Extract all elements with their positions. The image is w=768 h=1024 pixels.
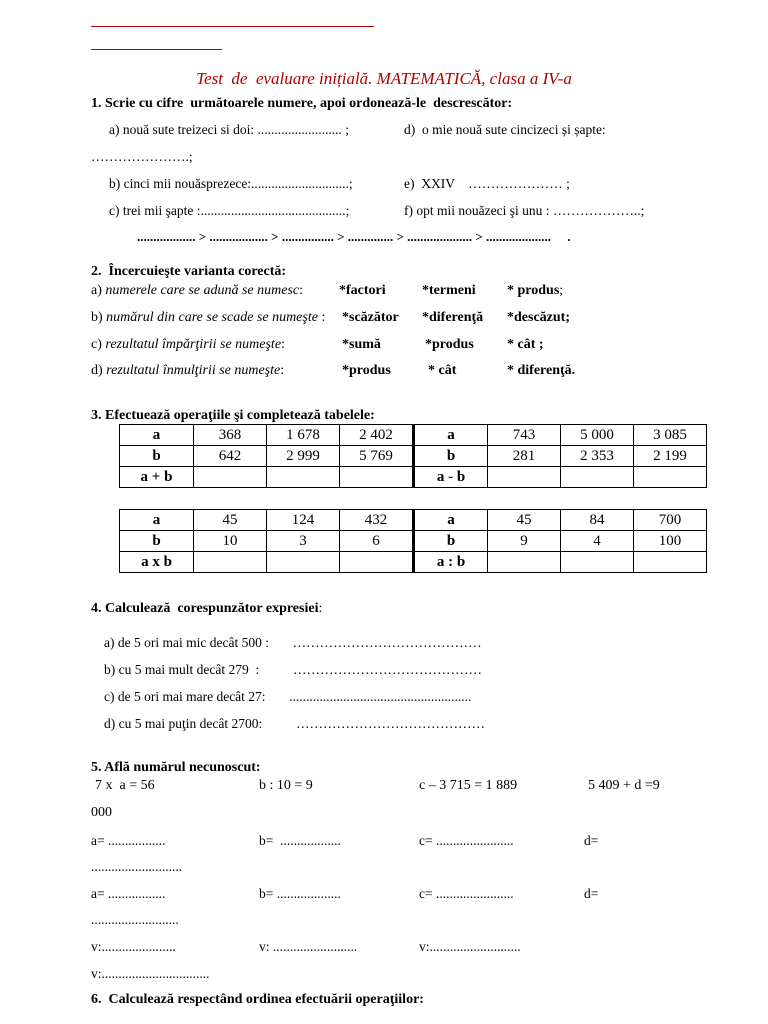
q2-row-b-opt2: *diferenţă <box>422 310 484 325</box>
q5-verify-a: v:...................... <box>91 939 176 954</box>
q2-row-d-label: d) rezultatul înmulţirii se numeşte: <box>91 363 285 378</box>
q2-row-c-opt3: * cât ; <box>507 337 544 352</box>
table-cell: b <box>414 446 488 467</box>
q1-item-f: f) opt mii nouăzeci şi unu : ………………..; <box>404 203 645 218</box>
q2-row-b-label: b) numărul din care se scade se numeşte : <box>91 310 326 325</box>
table-cell[interactable] <box>267 552 340 573</box>
table-cell: 3 <box>267 531 340 552</box>
table-cell: 1 678 <box>267 425 340 446</box>
q2-row-d-opt1: *produs <box>342 363 391 378</box>
name-line-2 <box>91 49 222 50</box>
table-cell[interactable] <box>194 552 267 573</box>
q1-item-d-cont: ………………….; <box>91 149 193 164</box>
table-cell: 3 085 <box>634 425 707 446</box>
table-cell: 2 353 <box>561 446 634 467</box>
q5-answer-c-2: c= ....................... <box>419 886 514 901</box>
table-cell[interactable] <box>634 552 707 573</box>
table-cell: 432 <box>340 510 414 531</box>
table-cell: 642 <box>194 446 267 467</box>
table-cell: 2 199 <box>634 446 707 467</box>
table-row <box>120 425 707 446</box>
q1-item-d: d) o mie nouă sute cincizeci și șapte: <box>404 122 606 137</box>
table-cell: 281 <box>488 446 561 467</box>
q5-answer-d-2-cont: .......................... <box>91 912 179 927</box>
table-cell: 45 <box>194 510 267 531</box>
table-cell: 9 <box>488 531 561 552</box>
table-cell: 2 999 <box>267 446 340 467</box>
table-row <box>120 552 707 573</box>
q6-heading: 6. Calculează respectând ordinea efectuării operaţiilor: <box>91 992 424 1007</box>
q4-heading: 4. Calculează corespunzător expresiei: <box>91 601 323 616</box>
table-cell[interactable] <box>634 467 707 488</box>
q5-equation-c: c – 3 715 = 1 889 <box>419 778 518 793</box>
q2-row-a-label: a) numerele care se adună se numesc: <box>91 283 304 298</box>
q3-table-1 <box>119 424 707 488</box>
table-cell: 124 <box>267 510 340 531</box>
table-cell[interactable] <box>488 552 561 573</box>
table-cell: 700 <box>634 510 707 531</box>
q2-row-d-opt3: * diferenţă. <box>507 363 576 378</box>
q5-answer-d-2: d= <box>584 886 599 901</box>
table-cell: 45 <box>488 510 561 531</box>
table-cell: 100 <box>634 531 707 552</box>
q5-verify-d: v:................................ <box>91 966 210 981</box>
q5-answer-c-1: c= ....................... <box>419 833 514 848</box>
table-cell[interactable] <box>488 467 561 488</box>
table-cell: 10 <box>194 531 267 552</box>
q2-heading: 2. Încercuieşte varianta corectă: <box>91 264 287 279</box>
q5-answer-d-1: d= <box>584 833 599 848</box>
q1-heading: 1. Scrie cu cifre următoarele numere, apoi ordonează-le descrescător: <box>91 96 513 111</box>
table-cell[interactable] <box>340 467 414 488</box>
q5-verify-c: v:........................... <box>419 939 521 954</box>
q2-row-d-opt2: * cât <box>428 363 457 378</box>
q5-answer-a-1: a= ................. <box>91 833 166 848</box>
q5-heading: 5. Află numărul necunoscut: <box>91 760 261 775</box>
q5-equation-b: b : 10 = 9 <box>259 778 313 793</box>
q4-item-d: d) cu 5 mai puţin decât 2700: …………………………………… <box>104 716 485 731</box>
table-cell: 5 769 <box>340 446 414 467</box>
table-row <box>120 510 707 531</box>
q1-item-e: e) XXIV ………………… ; <box>404 176 570 191</box>
q2-row-b-opt1: *scăzător <box>342 310 399 325</box>
table-cell: b <box>120 531 194 552</box>
table-cell[interactable] <box>561 552 634 573</box>
q2-row-a-opt1: *factori <box>339 283 386 298</box>
q1-item-c: c) trei mii şapte :...........................................; <box>109 203 350 218</box>
table-cell: a <box>120 425 194 446</box>
name-line-1 <box>91 26 374 27</box>
q4-item-a: a) de 5 ori mai mic decât 500 : …………………………………… <box>104 635 482 650</box>
table-cell: a : b <box>414 552 488 573</box>
table-cell: 84 <box>561 510 634 531</box>
q5-answer-a-2: a= ................. <box>91 886 166 901</box>
q2-row-c-opt1: *sumă <box>342 337 381 352</box>
q5-equation-a: 7 x a = 56 <box>95 778 155 793</box>
q5-equation-d: 5 409 + d =9 <box>588 778 660 793</box>
table-cell: 2 402 <box>340 425 414 446</box>
q5-equation-d-cont: 000 <box>91 805 112 820</box>
q4-item-b: b) cu 5 mai mult decât 279 : …………………………………… <box>104 662 482 677</box>
table-cell: 743 <box>488 425 561 446</box>
q5-verify-b: v: ......................... <box>259 939 358 954</box>
table-cell: a <box>414 425 488 446</box>
q2-row-c-label: c) rezultatul împărţirii se numeşte: <box>91 337 285 352</box>
table-cell: a <box>414 510 488 531</box>
q5-answer-b-1: b= .................. <box>259 833 341 848</box>
table-cell[interactable] <box>340 552 414 573</box>
q1-item-b: b) cinci mii nouăsprezece:.............................; <box>109 176 353 191</box>
table-row <box>120 531 707 552</box>
table-cell[interactable] <box>561 467 634 488</box>
q5-answer-b-2: b= ................... <box>259 886 341 901</box>
q2-row-a-opt2: *termeni <box>422 283 476 298</box>
table-cell[interactable] <box>194 467 267 488</box>
q1-item-a: a) nouă sute treizeci si doi: ......................... ; <box>109 122 349 137</box>
table-cell: 5 000 <box>561 425 634 446</box>
table-cell: a - b <box>414 467 488 488</box>
q2-row-c-opt2: *produs <box>425 337 474 352</box>
table-cell: b <box>414 531 488 552</box>
table-cell: a + b <box>120 467 194 488</box>
table-cell: 6 <box>340 531 414 552</box>
table-cell: a x b <box>120 552 194 573</box>
table-cell: b <box>120 446 194 467</box>
table-cell: a <box>120 510 194 531</box>
table-row <box>120 446 707 467</box>
table-cell[interactable] <box>267 467 340 488</box>
q2-row-b-opt3: *descăzut; <box>507 310 570 325</box>
q1-order-line: .................. > .................. > ................ > .............. > .................... > .................... . <box>137 229 571 244</box>
q2-row-a-opt3: * produs; <box>507 283 564 298</box>
q3-table-2 <box>119 509 707 573</box>
q3-heading: 3. Efectuează operaţiile şi completează tabelele: <box>91 408 375 423</box>
table-cell: 368 <box>194 425 267 446</box>
table-cell: 4 <box>561 531 634 552</box>
q5-answer-d-1-cont: ........................... <box>91 859 183 874</box>
page-title: Test de evaluare inițială. MATEMATICĂ, clasa a IV-a <box>196 69 572 88</box>
table-row <box>120 467 707 488</box>
q4-item-c: c) de 5 ori mai mare decât 27: ...................................................... <box>104 689 472 704</box>
